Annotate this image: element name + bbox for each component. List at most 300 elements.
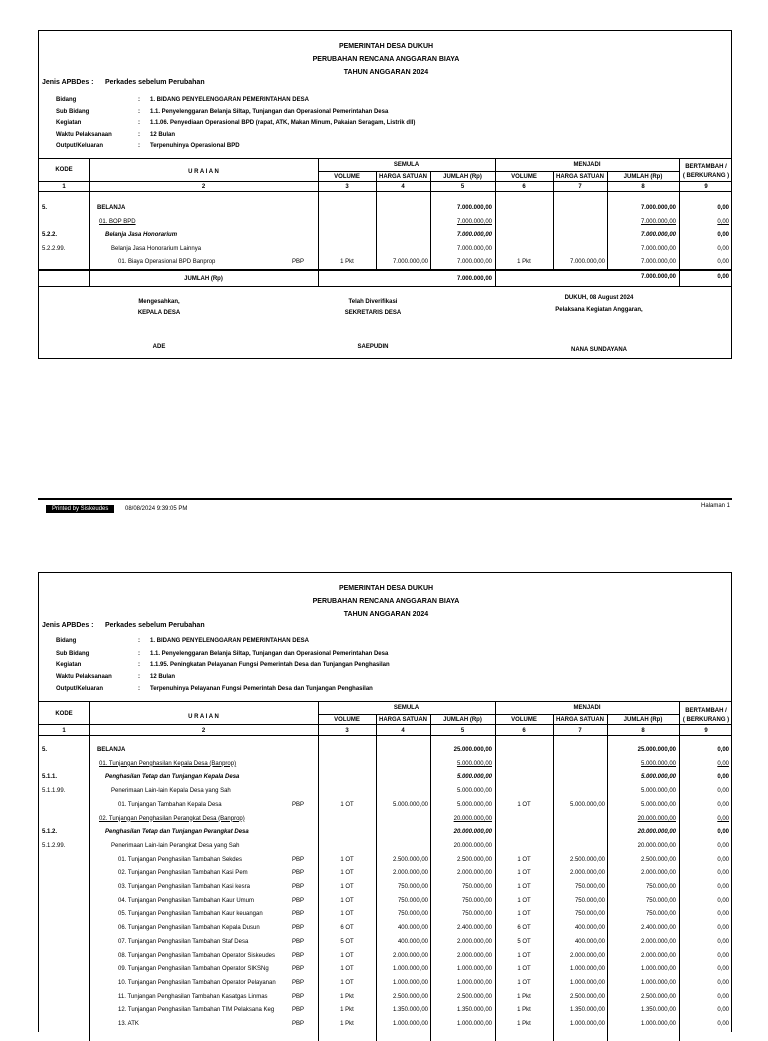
- cell-jml2: 2.000.000,00: [640, 938, 676, 945]
- cell-selisih: 0,00: [717, 259, 729, 266]
- cell-jml2: 25.000.000,00: [637, 747, 676, 753]
- cell-jml2: 750.000,00: [645, 884, 676, 890]
- col-number: 4: [401, 184, 405, 190]
- cell-uraian: Belanja Jasa Honorarium: [105, 232, 178, 239]
- cell-selisih: 0,00: [717, 815, 729, 822]
- report-page-1: [38, 30, 732, 359]
- cell-kode: 5.: [42, 205, 48, 211]
- page-number: Halaman 1: [700, 503, 730, 509]
- col-jumlah-1: JUMLAH (Rp): [443, 717, 482, 723]
- cell-harga2: 750.000,00: [574, 897, 605, 904]
- report-page-2: [38, 572, 732, 1032]
- cell-harga2: 1.350.000,00: [569, 1007, 605, 1014]
- total-selisih: 0,00: [717, 274, 729, 280]
- cell-vol2: 1 OT: [517, 870, 531, 877]
- col-number: 7: [578, 728, 582, 734]
- cell-sumber: PBP: [292, 938, 305, 945]
- cell-vol1: 1 OT: [340, 884, 354, 890]
- col-number: 5: [460, 728, 465, 734]
- cell-sumber: PBP: [292, 856, 305, 863]
- total-menjadi: 7.000.000,00: [640, 274, 676, 280]
- col-kode: KODE: [55, 711, 73, 717]
- bidang-value: 1. BIDANG PENYELENGGARAN PEMERINTAHAN DESA: [150, 97, 309, 103]
- waktu-value: 12 Bulan: [150, 132, 176, 138]
- cell-jml1: 5.000.000,00: [456, 760, 492, 767]
- bidang-label: Bidang: [56, 638, 77, 644]
- cell-harga2: 1.000.000,00: [569, 1021, 605, 1027]
- col-uraian: U R A I A N: [188, 169, 219, 175]
- cell-uraian: Penerimaan Lain-lain Perangkat Desa yang Sah: [111, 842, 240, 849]
- col-bertambah: BERTAMBAH /: [685, 708, 727, 714]
- colon: :: [138, 143, 140, 149]
- numbers-rule: [39, 191, 731, 192]
- col-semula: SEMULA: [393, 705, 420, 711]
- cell-harga1: 750.000,00: [397, 897, 428, 904]
- col-harga-1: HARGA SATUAN: [379, 174, 427, 180]
- sig-sekretaris: SEKRETARIS DESA: [344, 310, 402, 316]
- printed-at: 08/08/2024 9:39:05 PM: [125, 506, 188, 512]
- cell-vol2: 5 OT: [517, 938, 531, 945]
- cell-uraian: Penerimaan Lain-lain Kepala Desa yang Sah: [111, 788, 231, 795]
- cell-uraian: 01. Tunjangan Tambahan Kepala Desa: [118, 801, 222, 808]
- cell-selisih: 0,00: [717, 747, 729, 753]
- col-menjadi: MENJADI: [573, 705, 601, 711]
- cell-jml1: 7.000.000,00: [456, 232, 492, 239]
- cell-selisih: 0,00: [717, 897, 729, 904]
- cell-selisih: 0,00: [717, 760, 729, 767]
- header-line-2: PERUBAHAN RENCANA ANGGARAN BIAYA: [312, 56, 460, 63]
- cell-uraian: BELANJA: [97, 205, 126, 211]
- kegiatan-label: Kegiatan: [56, 662, 82, 668]
- col-uraian: U R A I A N: [188, 714, 219, 720]
- sub-bidang-label: Sub Bidang: [56, 651, 90, 657]
- cell-selisih: 0,00: [717, 966, 729, 973]
- cell-vol1: 1 OT: [340, 801, 354, 808]
- cell-jml2: 7.000.000,00: [640, 218, 676, 225]
- col-harga-1: HARGA SATUAN: [379, 717, 427, 723]
- cell-jml1: 750.000,00: [461, 897, 492, 904]
- cell-jml1: 7.000.000,00: [456, 245, 492, 252]
- cell-harga1: 2.000.000,00: [392, 952, 428, 959]
- cell-jml2: 1.000.000,00: [640, 1021, 676, 1027]
- cell-uraian: 09. Tunjangan Penghasilan Tambahan Operator SIKSNg: [118, 966, 269, 973]
- printed-by-badge: Printed by Siskeudes: [46, 505, 114, 513]
- jenis-apbdes-label: Jenis APBDes :: [42, 79, 94, 86]
- cell-vol2: 6 OT: [517, 925, 531, 932]
- cell-uraian: Penghasilan Tetap dan Tunjangan Kepala Desa: [105, 774, 240, 781]
- sub-bidang-value: 1.1. Penyelenggaran Belanja Siltap, Tunjangan dan Operasional Pemerintahan Desa: [150, 651, 389, 657]
- cell-harga2: 750.000,00: [574, 884, 605, 890]
- colon: :: [138, 120, 140, 126]
- cell-uraian: 01. BOP BPD: [99, 218, 136, 225]
- cell-uraian: 01. Tunjangan Penghasilan Tambahan Sekdes: [118, 856, 242, 863]
- col-number: 9: [704, 728, 708, 734]
- cell-jml2: 7.000.000,00: [640, 259, 676, 266]
- cell-selisih: 0,00: [717, 952, 729, 959]
- header-line-3: TAHUN ANGGARAN 2024: [343, 69, 429, 76]
- cell-jml1: 20.000.000,00: [453, 815, 492, 822]
- cell-jml2: 2.000.000,00: [640, 870, 676, 877]
- cell-vol1: 1 OT: [340, 966, 354, 973]
- cell-vol2: 1 OT: [517, 897, 531, 904]
- cell-sumber: PBP: [292, 966, 305, 973]
- col-rule: [553, 714, 554, 1041]
- cell-jml1: 1.000.000,00: [456, 966, 492, 973]
- cell-sumber: PBP: [292, 897, 305, 904]
- cell-jml1: 1.000.000,00: [456, 1021, 492, 1027]
- cell-jml1: 5.000.000,00: [456, 774, 492, 781]
- col-rule: [376, 714, 377, 1041]
- cell-uraian: Belanja Jasa Honorarium Lainnya: [111, 245, 202, 252]
- total-semula: 7.000.000,00: [456, 276, 492, 282]
- cell-jml1: 7.000.000,00: [456, 205, 492, 211]
- jenis-apbdes-label: Jenis APBDes :: [42, 622, 94, 629]
- col-rule: [89, 158, 90, 286]
- cell-selisih: 0,00: [717, 856, 729, 863]
- col-number: 4: [401, 728, 405, 734]
- cell-uraian: BELANJA: [97, 747, 126, 753]
- col-number: 8: [641, 184, 645, 190]
- cell-vol1: 5 OT: [340, 938, 354, 945]
- col-volume-2: VOLUME: [511, 717, 537, 723]
- cell-vol2: 1 OT: [517, 884, 531, 890]
- total-rule-top: [39, 269, 731, 271]
- cell-uraian: 05. Tunjangan Penghasilan Tambahan Kaur keuangan: [118, 911, 263, 918]
- cell-harga2: 2.500.000,00: [569, 993, 605, 1000]
- cell-harga1: 1.000.000,00: [392, 979, 428, 986]
- cell-harga1: 2.500.000,00: [392, 993, 428, 1000]
- cell-harga2: 2.500.000,00: [569, 856, 605, 863]
- colon: :: [138, 638, 140, 644]
- col-bertambah: BERTAMBAH /: [685, 164, 727, 170]
- col-number: 6: [522, 184, 526, 190]
- cell-vol2: 1 Pkt: [517, 1007, 531, 1014]
- cell-uraian: 08. Tunjangan Penghasilan Tambahan Operator Siskeudes: [118, 952, 275, 959]
- sig-name-pelaksana: NANA SUNDAYANA: [570, 347, 627, 353]
- header-line-1: PEMERINTAH DESA DUKUH: [338, 585, 434, 592]
- col-harga-2: HARGA SATUAN: [556, 174, 604, 180]
- cell-jml1: 2.400.000,00: [456, 925, 492, 932]
- cell-jml2: 1.000.000,00: [640, 966, 676, 973]
- cell-sumber: PBP: [292, 259, 305, 266]
- cell-kode: 5.2.2.: [42, 232, 58, 239]
- colon: :: [138, 132, 140, 138]
- sig-date: DUKUH, 08 August 2024: [564, 295, 634, 301]
- cell-jml1: 750.000,00: [461, 884, 492, 890]
- cell-jml1: 2.500.000,00: [456, 856, 492, 863]
- cell-harga1: 750.000,00: [397, 884, 428, 890]
- cell-vol2: 1 OT: [517, 952, 531, 959]
- cell-kode: 5.1.2.: [42, 829, 58, 836]
- cell-selisih: 0,00: [717, 829, 729, 836]
- cell-vol2: 1 OT: [517, 856, 531, 863]
- output-value: Terpenuhinya Operasional BPD: [150, 143, 240, 149]
- cell-jml2: 2.500.000,00: [640, 856, 676, 863]
- head-rule: [39, 724, 731, 725]
- cell-jml1: 1.350.000,00: [456, 1007, 492, 1014]
- sig-mengesahkan: Mengesahkan,: [138, 299, 180, 305]
- cell-jml1: 2.000.000,00: [456, 952, 492, 959]
- cell-kode: 5.1.1.99.: [42, 788, 66, 795]
- cell-uraian: 10. Tunjangan Penghasilan Tambahan Operator Pelayanan: [118, 979, 276, 986]
- col-number: 6: [522, 728, 526, 734]
- cell-uraian: 02. Tunjangan Penghasilan Perangkat Desa (Banprop): [99, 815, 245, 822]
- cell-selisih: 0,00: [717, 993, 729, 1000]
- col-berkurang: ( BERKURANG ): [682, 717, 730, 723]
- cell-jml1: 2.500.000,00: [456, 993, 492, 1000]
- header-line-1: PEMERINTAH DESA DUKUH: [338, 43, 434, 50]
- colon: :: [138, 674, 140, 680]
- cell-vol1: 1 Pkt: [340, 993, 354, 1000]
- jenis-apbdes-value: Perkades sebelum Perubahan: [105, 622, 205, 629]
- cell-vol2: 1 OT: [517, 979, 531, 986]
- kegiatan-value: 1.1.06. Penyediaan Operasional BPD (rapat, ATK, Makan Minum, Pakaian Seragam, Listrik dll): [150, 120, 416, 126]
- cell-vol2: 1 OT: [517, 801, 531, 808]
- sig-kepala-desa: KEPALA DESA: [137, 310, 181, 316]
- cell-selisih: 0,00: [717, 925, 729, 932]
- cell-vol2: 1 Pkt: [517, 1021, 531, 1027]
- group-rule: [318, 171, 679, 172]
- col-number: 3: [345, 728, 349, 734]
- cell-harga1: 2.500.000,00: [392, 856, 428, 863]
- cell-jml2: 7.000.000,00: [640, 232, 676, 239]
- cell-uraian: 07. Tunjangan Penghasilan Tambahan Staf Desa: [118, 938, 249, 945]
- cell-selisih: 0,00: [717, 205, 729, 211]
- header-line-2: PERUBAHAN RENCANA ANGGARAN BIAYA: [312, 598, 460, 605]
- col-rule: [89, 701, 90, 1041]
- col-jumlah-2: JUMLAH (Rp): [623, 174, 663, 180]
- cell-jml1: 5.000.000,00: [456, 801, 492, 808]
- colon: :: [138, 686, 140, 692]
- cell-harga2: 750.000,00: [574, 911, 605, 918]
- col-semula: SEMULA: [393, 162, 420, 168]
- waktu-value: 12 Bulan: [150, 674, 176, 680]
- cell-jml1: 1.000.000,00: [456, 979, 492, 986]
- output-label: Output/Keluaran: [56, 686, 104, 692]
- cell-jml2: 2.400.000,00: [640, 925, 676, 932]
- cell-jml1: 7.000.000,00: [456, 218, 492, 225]
- col-number: 8: [641, 728, 645, 734]
- col-menjadi: MENJADI: [573, 162, 601, 168]
- waktu-label: Waktu Pelaksanaan: [56, 132, 112, 138]
- cell-uraian: 13. ATK: [118, 1021, 139, 1027]
- cell-harga2: 400.000,00: [574, 925, 605, 932]
- cell-harga1: 400.000,00: [397, 938, 428, 945]
- col-number: 2: [201, 728, 206, 734]
- cell-uraian: 03. Tunjangan Penghasilan Tambahan Kasi kesra: [118, 884, 250, 890]
- cell-jml1: 25.000.000,00: [453, 747, 492, 753]
- cell-vol1: 1 OT: [340, 897, 354, 904]
- cell-uraian: Penghasilan Tetap dan Tunjangan Perangkat Desa: [105, 829, 249, 836]
- cell-vol1: 1 OT: [340, 870, 354, 877]
- cell-jml1: 750.000,00: [461, 911, 492, 918]
- cell-jml2: 20.000.000,00: [637, 815, 676, 822]
- sig-diverifikasi: Telah Diverifikasi: [348, 299, 398, 305]
- cell-jml2: 2.000.000,00: [640, 952, 676, 959]
- cell-selisih: 0,00: [717, 842, 729, 849]
- cell-selisih: 0,00: [717, 232, 729, 239]
- col-number: 7: [578, 184, 582, 190]
- table-top-rule: [39, 701, 731, 702]
- cell-vol1: 1 Pkt: [340, 259, 354, 266]
- cell-jml1: 2.000.000,00: [456, 938, 492, 945]
- cell-jml2: 2.500.000,00: [640, 993, 676, 1000]
- page-footer: [38, 498, 732, 518]
- cell-jml2: 5.000.000,00: [640, 788, 676, 795]
- col-volume-1: VOLUME: [334, 717, 360, 723]
- cell-vol2: 1 Pkt: [517, 993, 531, 1000]
- cell-vol1: 1 OT: [340, 979, 354, 986]
- cell-sumber: PBP: [292, 952, 305, 959]
- total-rule-bottom: [39, 286, 731, 287]
- cell-jml1: 5.000.000,00: [456, 788, 492, 795]
- col-number: 5: [460, 184, 465, 190]
- cell-harga2: 1.000.000,00: [569, 966, 605, 973]
- cell-selisih: 0,00: [717, 788, 729, 795]
- sig-name-sekretaris: SAEPUDIN: [357, 344, 389, 350]
- output-value: Terpenuhinya Pelayanan Fungsi Pemerintah Desa dan Tunjangan Penghasilan: [150, 686, 373, 692]
- cell-sumber: PBP: [292, 870, 305, 877]
- cell-harga2: 2.000.000,00: [569, 870, 605, 877]
- cell-vol1: 1 OT: [340, 952, 354, 959]
- cell-jml2: 1.350.000,00: [640, 1007, 676, 1014]
- col-jumlah-2: JUMLAH (Rp): [623, 717, 663, 723]
- table-top-rule: [39, 158, 731, 159]
- colon: :: [138, 109, 140, 115]
- col-volume-1: VOLUME: [334, 174, 360, 180]
- sig-name-kepala: ADE: [152, 344, 166, 350]
- cell-kode: 5.1.1.: [42, 774, 58, 781]
- cell-harga1: 7.000.000,00: [392, 259, 428, 266]
- cell-jml1: 20.000.000,00: [453, 829, 492, 836]
- cell-selisih: 0,00: [717, 1007, 729, 1014]
- cell-sumber: PBP: [292, 911, 305, 918]
- cell-jml2: 20.000.000,00: [637, 842, 676, 849]
- jenis-apbdes-value: Perkades sebelum Perubahan: [105, 79, 205, 86]
- cell-selisih: 0,00: [717, 801, 729, 808]
- cell-vol1: 6 OT: [340, 925, 354, 932]
- cell-sumber: PBP: [292, 993, 305, 1000]
- col-harga-2: HARGA SATUAN: [556, 717, 604, 723]
- cell-selisih: 0,00: [717, 870, 729, 877]
- cell-jml2: 750.000,00: [645, 911, 676, 918]
- col-volume-2: VOLUME: [511, 174, 537, 180]
- cell-vol2: 1 OT: [517, 966, 531, 973]
- col-kode: KODE: [55, 167, 73, 173]
- cell-jml2: 5.000.000,00: [640, 774, 676, 781]
- cell-selisih: 0,00: [717, 245, 729, 252]
- cell-uraian: 01. Biaya Operasional BPD Banprop: [118, 259, 216, 266]
- cell-uraian: 02. Tunjangan Penghasilan Tambahan Kasi Pem: [118, 870, 248, 877]
- cell-sumber: PBP: [292, 979, 305, 986]
- col-number: 1: [62, 184, 66, 190]
- cell-vol2: 1 OT: [517, 911, 531, 918]
- cell-jml2: 7.000.000,00: [640, 245, 676, 252]
- output-label: Output/Keluaran: [56, 143, 104, 149]
- cell-vol1: 1 Pkt: [340, 1007, 354, 1014]
- cell-harga1: 1.000.000,00: [392, 1021, 428, 1027]
- col-berkurang: ( BERKURANG ): [682, 173, 730, 179]
- col-number: 2: [201, 184, 206, 190]
- numbers-rule: [39, 735, 731, 736]
- cell-uraian: 06. Tunjangan Penghasilan Tambahan Kepala Dusun: [118, 925, 260, 932]
- cell-harga1: 750.000,00: [397, 911, 428, 918]
- sig-pelaksana: Pelaksana Kegiatan Anggaran,: [555, 307, 643, 313]
- cell-kode: 5.2.2.99.: [42, 245, 66, 252]
- cell-harga1: 5.000.000,00: [392, 801, 428, 808]
- cell-jml2: 7.000.000,00: [640, 205, 676, 211]
- cell-jml2: 750.000,00: [645, 897, 676, 904]
- cell-sumber: PBP: [292, 1007, 305, 1014]
- cell-jml2: 5.000.000,00: [640, 801, 676, 808]
- col-number: 9: [704, 184, 708, 190]
- cell-uraian: 01. Tunjangan Penghasilan Kepala Desa (Banprop): [99, 760, 237, 767]
- cell-jml1: 2.000.000,00: [456, 870, 492, 877]
- group-rule: [318, 714, 679, 715]
- cell-kode: 5.: [42, 747, 48, 753]
- cell-jml2: 1.000.000,00: [640, 979, 676, 986]
- cell-sumber: PBP: [292, 1021, 305, 1027]
- col-number: 1: [62, 728, 66, 734]
- head-rule: [39, 181, 731, 182]
- colon: :: [138, 662, 140, 668]
- cell-selisih: 0,00: [717, 218, 729, 225]
- cell-sumber: PBP: [292, 884, 305, 890]
- cell-harga2: 1.000.000,00: [569, 979, 605, 986]
- cell-vol1: 1 OT: [340, 911, 354, 918]
- cell-harga2: 5.000.000,00: [569, 801, 605, 808]
- cell-vol2: 1 Pkt: [517, 259, 531, 266]
- bidang-label: Bidang: [56, 97, 77, 103]
- cell-selisih: 0,00: [717, 938, 729, 945]
- total-label: JUMLAH (Rp): [184, 276, 223, 282]
- sub-bidang-label: Sub Bidang: [56, 109, 90, 115]
- cell-jml1: 20.000.000,00: [453, 842, 492, 849]
- cell-jml2: 20.000.000,00: [637, 829, 676, 836]
- cell-vol1: 1 OT: [340, 856, 354, 863]
- cell-selisih: 0,00: [717, 979, 729, 986]
- cell-harga1: 1.000.000,00: [392, 966, 428, 973]
- cell-uraian: 04. Tunjangan Penghasilan Tambahan Kaur Umum: [118, 897, 254, 904]
- cell-sumber: PBP: [292, 925, 305, 932]
- colon: :: [138, 97, 140, 103]
- header-line-3: TAHUN ANGGARAN 2024: [343, 611, 429, 618]
- cell-sumber: PBP: [292, 801, 305, 808]
- footer-rule: [38, 498, 732, 500]
- cell-harga2: 400.000,00: [574, 938, 605, 945]
- cell-jml2: 5.000.000,00: [640, 760, 676, 767]
- cell-vol1: 1 Pkt: [340, 1021, 354, 1027]
- cell-selisih: 0,00: [717, 911, 729, 918]
- waktu-label: Waktu Pelaksanaan: [56, 674, 112, 680]
- cell-harga1: 400.000,00: [397, 925, 428, 932]
- cell-harga2: 7.000.000,00: [569, 259, 605, 266]
- kegiatan-value: 1.1.95. Peningkatan Pelayanan Fungsi Pemerintah Desa dan Tunjangan Penghasilan: [150, 662, 390, 668]
- colon: :: [138, 651, 140, 657]
- bidang-value: 1. BIDANG PENYELENGGARAN PEMERINTAHAN DESA: [150, 638, 309, 644]
- col-number: 3: [345, 184, 349, 190]
- cell-uraian: 11. Tunjangan Penghasilan Tambahan Kasatgas Linmas: [118, 993, 268, 1000]
- cell-harga1: 2.000.000,00: [392, 870, 428, 877]
- cell-selisih: 0,00: [717, 1021, 729, 1027]
- cell-harga1: 1.350.000,00: [392, 1007, 428, 1014]
- kegiatan-label: Kegiatan: [56, 120, 82, 126]
- sub-bidang-value: 1.1. Penyelenggaran Belanja Siltap, Tunjangan dan Operasional Pemerintahan Desa: [150, 109, 389, 115]
- col-jumlah-1: JUMLAH (Rp): [443, 174, 482, 180]
- cell-harga2: 2.000.000,00: [569, 952, 605, 959]
- cell-jml1: 7.000.000,00: [456, 259, 492, 266]
- cell-kode: 5.1.2.99.: [42, 842, 66, 849]
